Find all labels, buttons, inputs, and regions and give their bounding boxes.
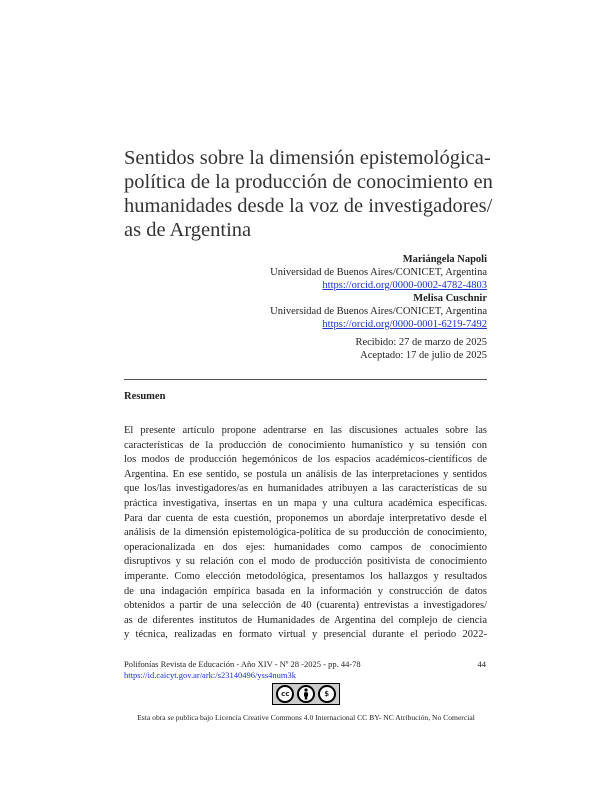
- author-name: Melisa Cuschnir: [413, 293, 487, 304]
- abstract-line: y técnica, realizadas en formato virtual y presencial durante el periodo 2022-: [124, 629, 487, 641]
- abstract-line: imperante. Como elección metodológica, presentamos los hallazgos y resultados: [124, 570, 487, 582]
- article-title: [124, 146, 496, 242]
- license-statement: Esta obra se publica bajo Licencia Creative Commons 4.0 Internacional CC BY- NC Atribución, No Comercial: [137, 713, 475, 722]
- noncommercial-icon: $: [318, 685, 336, 703]
- creative-commons-badge: [272, 683, 340, 705]
- abstract-line: as de diferentes institutos de Humanidades de Argentina del complejo de ciencia: [124, 614, 487, 626]
- abstract-line: operacionalizada en dos ejes: humanidades como campos de conocimiento: [124, 541, 487, 553]
- author-orcid-link[interactable]: https://orcid.org/0000-0001-6219-7492: [322, 319, 487, 330]
- author-orcid-link[interactable]: https://orcid.org/0000-0002-4782-4803: [322, 280, 487, 291]
- abstract-line: Argentina. En ese sentido, se postula un análisis de las interpretaciones y sentidos: [124, 468, 487, 480]
- divider: [124, 379, 487, 380]
- accepted-date: Aceptado: 17 de julio de 2025: [360, 350, 487, 361]
- abstract-line: los modos de producción hegemónicos de los espacios académicos-científicos de: [124, 454, 487, 466]
- cc-logo-icon: cc: [276, 685, 294, 703]
- journal-citation: Polifonías Revista de Educación - Año XIV - Nº 28 -2025 - pp. 44-78: [124, 659, 361, 669]
- title-line: política de la producción de conocimiento en: [124, 171, 493, 193]
- abstract-line: obtenidos a partir de una selección de 40 (cuarenta) entrevistas a investigadores/: [124, 600, 487, 612]
- abstract-line: características de la producción de conocimiento humanístico y su tensión con: [124, 439, 487, 451]
- abstract-line: que los/las investigadores/as en humanidades atribuyen a las características de su: [124, 483, 487, 495]
- abstract-line: El presente artículo propone adentrarse en las discusiones actuales sobre las: [124, 425, 487, 436]
- abstract-line: práctica investigativa, insertas en un mapa y una cultura académica específicas.: [124, 497, 487, 509]
- dates-block: [355, 336, 487, 362]
- abstract-body: [124, 424, 487, 643]
- authors-block: [270, 253, 487, 331]
- author-affiliation: Universidad de Buenos Aires/CONICET, Argentina: [270, 306, 487, 317]
- section-heading: Resumen: [124, 391, 166, 402]
- abstract-line: de una indagación empírica basada en la información y construcción de datos: [124, 585, 487, 597]
- title-line: humanidades desde la voz de investigadores/: [124, 195, 493, 217]
- author-affiliation: Universidad de Buenos Aires/CONICET, Argentina: [270, 267, 487, 278]
- title-line: as de Argentina: [124, 219, 252, 241]
- received-date: Recibido: 27 de marzo de 2025: [355, 337, 487, 348]
- abstract-line: disruptivos y su relación con el modo de producción positivista de conocimiento: [124, 556, 487, 568]
- abstract-line: análisis de la dimensión epistemológica-política de su producción de conocimiento,: [124, 527, 487, 539]
- author-name: Mariángela Napoli: [402, 254, 487, 265]
- page-number: 44: [477, 659, 486, 669]
- ark-link[interactable]: https://id.caicyt.gov.ar/ark:/s23140496/yss4num3k: [124, 670, 297, 680]
- title-line: Sentidos sobre la dimensión epistemológica-: [124, 147, 491, 169]
- attribution-person-icon: [297, 685, 315, 703]
- abstract-line: Para dar cuenta de esta cuestión, proponemos un abordaje interpretativo desde el: [124, 512, 487, 524]
